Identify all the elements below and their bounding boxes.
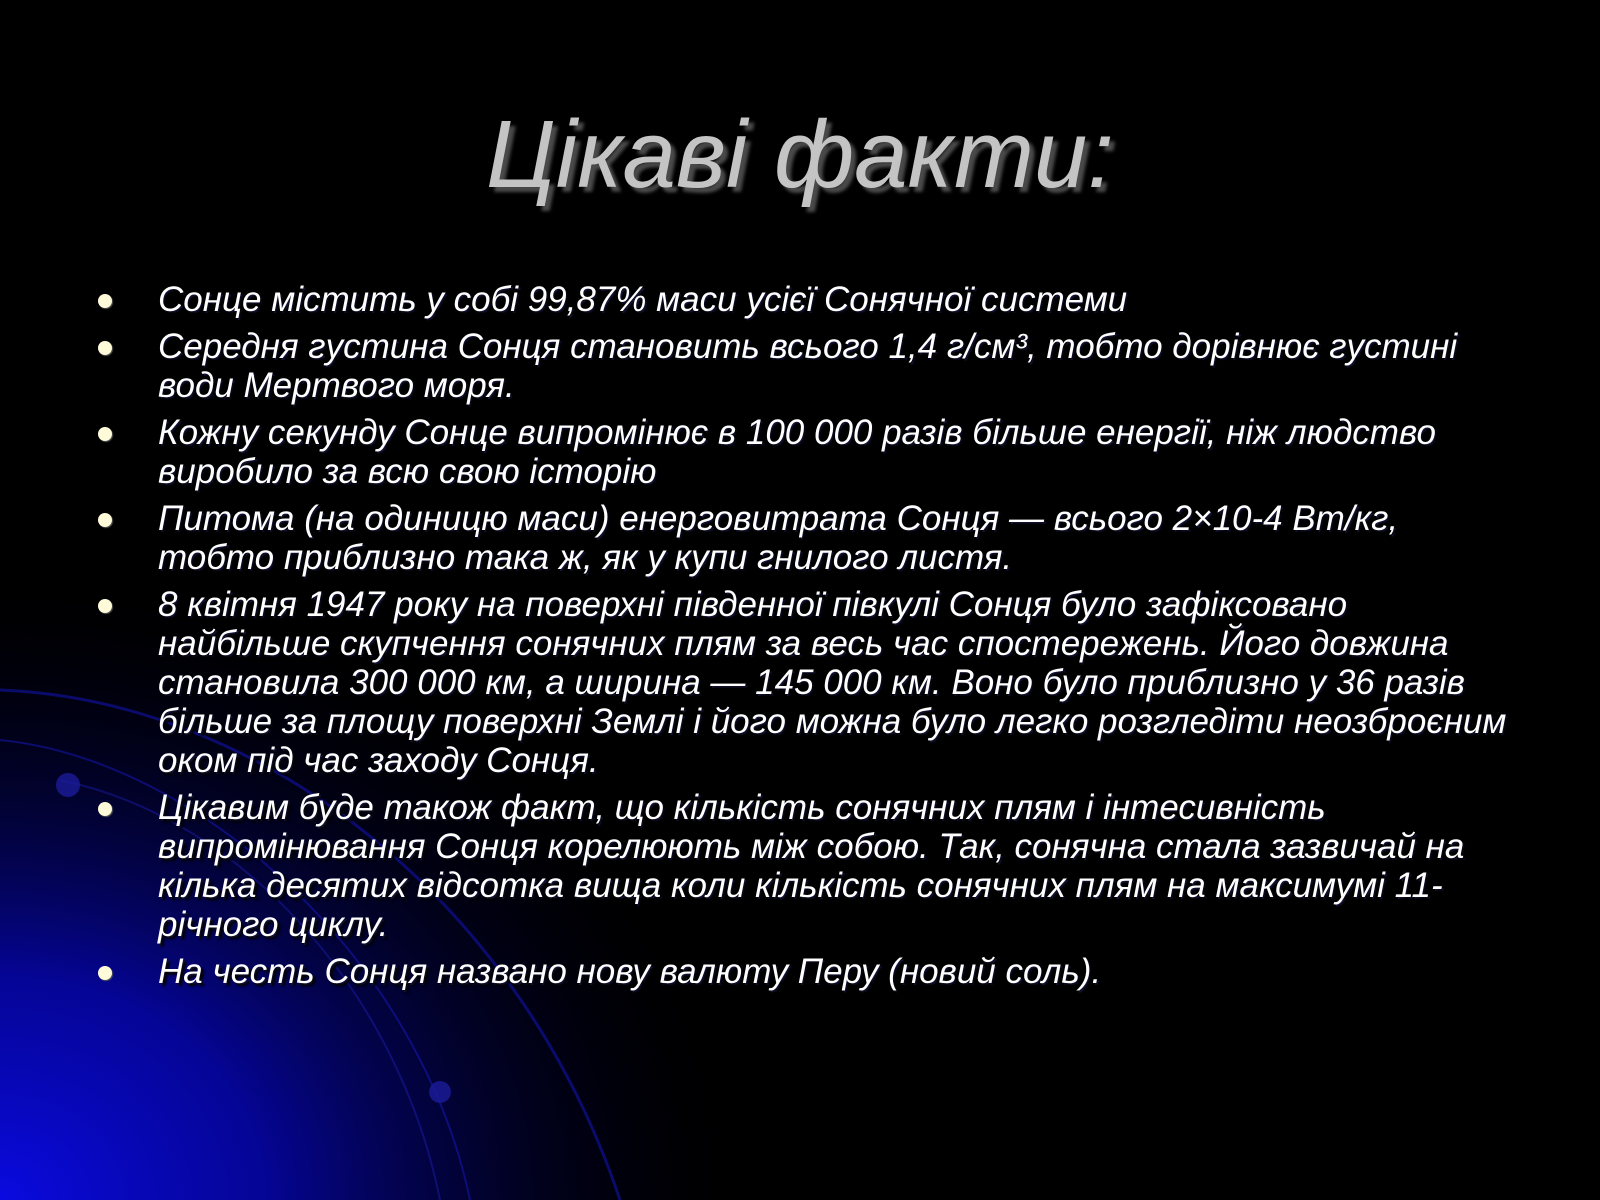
fact-text: Цікавим буде також факт, що кількість сонячних плям і інтесивність випромінювання Сонця корелюють між собою. Так, сонячна стала зазвичай на кілька десятих відсотка вища коли кількість сонячних плям на максимумі 11-річного циклу. xyxy=(158,788,1465,944)
list-item xyxy=(92,788,1512,944)
list-item xyxy=(92,952,1512,991)
fact-text: 8 квітня 1947 року на поверхні південної півкулі Сонця було зафіксовано найбільше скупчення сонячних плям за весь час спостережень. Його довжина становила 300 000 км, а ширина — 145 000 км. Воно було приблизно у 36 разів більше за площу поверхні Землі і його можна було легко розгледіти неозброєним оком під час заходу Сонця. xyxy=(158,585,1507,780)
bullet-icon xyxy=(98,294,112,308)
background-dot xyxy=(429,1081,451,1103)
list-item xyxy=(92,280,1512,319)
list-item xyxy=(92,413,1512,491)
bullet-icon xyxy=(98,966,112,980)
list-item xyxy=(92,327,1512,405)
bullet-icon xyxy=(98,802,112,816)
fact-text: На честь Сонця названо нову валюту Перу (новий соль). xyxy=(158,952,1102,991)
bullet-icon xyxy=(98,341,112,355)
list-item xyxy=(92,585,1512,780)
list-item xyxy=(92,499,1512,577)
slide-title: Цікаві факти: xyxy=(486,101,1114,208)
facts-list xyxy=(92,280,1512,999)
fact-text: Кожну секунду Сонце випромінює в 100 000 разів більше енергії, ніж людство виробило за всю свою історію xyxy=(158,413,1436,491)
bullet-icon xyxy=(98,427,112,441)
bullet-icon xyxy=(98,513,112,527)
bullet-icon xyxy=(98,599,112,613)
background-dot xyxy=(56,773,80,797)
fact-text: Питома (на одиницю маси) енерговитрата Сонця — всього 2×10-4 Вт/кг, тобто приблизно така ж, як у купи гнилого листя. xyxy=(158,499,1399,577)
fact-text: Середня густина Сонця становить всього 1,4 г/см³, тобто дорівнює густині води Мертвого моря. xyxy=(158,327,1458,405)
fact-text: Сонце містить у собі 99,87% маси усієї Сонячної системи xyxy=(158,280,1128,319)
